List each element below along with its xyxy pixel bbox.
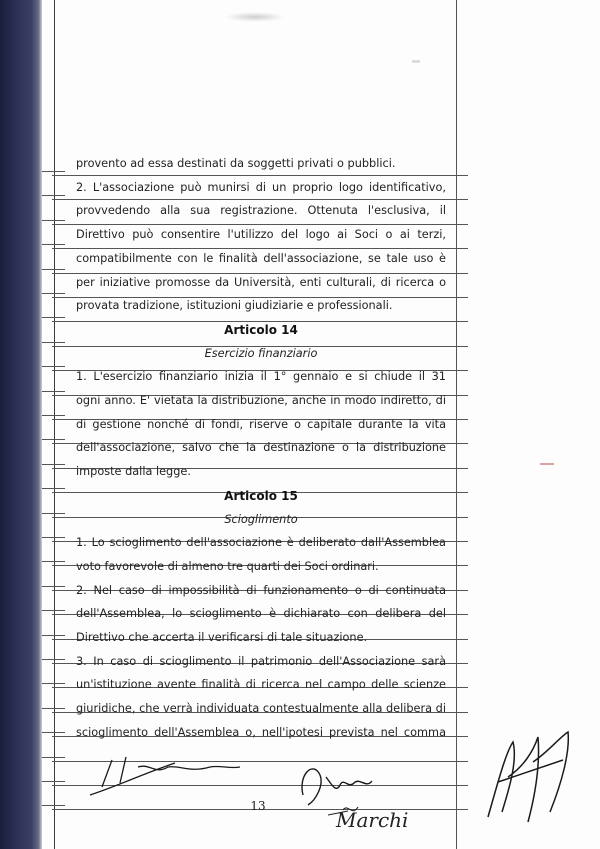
margin-tick bbox=[42, 635, 65, 636]
margin-tick bbox=[42, 659, 65, 660]
text-line: un'istituzione avente finalità di ricerca nel campo delle scienze bbox=[76, 678, 446, 691]
text-line: 1. L'esercizio finanziario inizia il 1° gennaio e si chiude il 31 bbox=[76, 370, 446, 383]
left-margin-line bbox=[54, 0, 55, 849]
signature-center-text: Marchi bbox=[336, 808, 409, 832]
text-line: 2. Nel caso di impossibilità di funzionamento o di continuata bbox=[76, 584, 446, 597]
ruled-line bbox=[52, 297, 468, 298]
margin-tick bbox=[42, 366, 65, 367]
ruled-line bbox=[52, 199, 468, 200]
right-margin-line bbox=[456, 0, 457, 849]
margin-tick bbox=[42, 781, 65, 782]
text-line: provvedendo alla sua registrazione. Ottenuta l'esclusiva, il bbox=[76, 204, 446, 217]
margin-tick bbox=[42, 342, 65, 343]
text-line: provento ad essa destinati da soggetti privati o pubblici. bbox=[76, 157, 396, 170]
text-line: dell'Assemblea, lo scioglimento è dichiarato con delibera del bbox=[76, 607, 446, 620]
margin-tick bbox=[42, 439, 65, 440]
scan-smudge bbox=[225, 12, 285, 22]
text-line: Direttivo può consentire l'utilizzo del logo ai Soci o ai terzi, bbox=[76, 228, 446, 241]
margin-tick bbox=[42, 708, 65, 709]
margin-tick bbox=[42, 415, 65, 416]
text-line: per iniziative promosse da Università, enti culturali, di ricerca o bbox=[76, 276, 446, 289]
text-line: voto favorevole di almeno tre quarti dei Soci ordinari. bbox=[76, 560, 379, 573]
article-subtitle: Esercizio finanziario bbox=[204, 347, 318, 360]
article-subtitle: Scioglimento bbox=[224, 513, 298, 526]
margin-tick bbox=[42, 561, 65, 562]
text-line: ogni anno. E' vietata la distribuzione, anche in modo indiretto, di bbox=[76, 394, 446, 407]
ruled-line bbox=[52, 175, 468, 176]
text-line: 2. L'associazione può munirsi di un proprio logo identificativo, bbox=[76, 181, 446, 194]
text-line: scioglimento dell'Assemblea o, nell'ipotesi prevista nel comma bbox=[76, 726, 446, 739]
margin-tick bbox=[42, 464, 65, 465]
margin-tick bbox=[42, 391, 65, 392]
text-line: di gestione nonché di fondi, riserve o capitale durante la vita bbox=[76, 418, 446, 431]
margin-tick bbox=[42, 732, 65, 733]
ruled-line bbox=[52, 224, 468, 225]
scan-speck bbox=[412, 60, 420, 63]
margin-tick bbox=[42, 269, 65, 270]
margin-tick bbox=[42, 220, 65, 221]
scan-speck bbox=[540, 463, 554, 465]
text-line: 1. Lo scioglimento dell'associazione è deliberato dall'Assemblea bbox=[76, 536, 446, 549]
text-line: provata tradizione, istituzioni giudiziarie e professionali. bbox=[76, 299, 393, 312]
margin-tick bbox=[42, 244, 65, 245]
ruled-line bbox=[52, 321, 468, 322]
article-heading: Articolo 14 bbox=[224, 323, 298, 337]
margin-tick bbox=[42, 757, 65, 758]
margin-tick bbox=[42, 293, 65, 294]
margin-tick bbox=[42, 195, 65, 196]
signature-right bbox=[478, 722, 588, 832]
margin-tick bbox=[42, 171, 65, 172]
margin-tick bbox=[42, 805, 65, 806]
signature-left bbox=[80, 745, 270, 805]
text-line: Direttivo che accerta il verificarsi di tale situazione. bbox=[76, 631, 368, 644]
text-line: compatibilmente con le finalità dell'associazione, se tale uso è bbox=[76, 252, 446, 265]
binding-spine bbox=[0, 0, 42, 849]
margin-tick bbox=[42, 488, 65, 489]
text-line: imposte dalla legge. bbox=[76, 465, 191, 478]
text-line: dell'associazione, salvo che la destinazione o la distribuzione bbox=[76, 441, 446, 454]
margin-tick bbox=[42, 317, 65, 318]
margin-tick bbox=[42, 683, 65, 684]
margin-tick bbox=[42, 610, 65, 611]
signature-center bbox=[288, 755, 438, 845]
ruled-line bbox=[52, 273, 468, 274]
article-heading: Articolo 15 bbox=[224, 489, 298, 503]
ruled-line bbox=[52, 248, 468, 249]
margin-tick bbox=[42, 537, 65, 538]
margin-tick bbox=[42, 513, 65, 514]
text-line: giuridiche, che verrà individuata contestualmente alla delibera di bbox=[76, 702, 446, 715]
page-number: 13 bbox=[250, 799, 266, 813]
text-line: 3. In caso di scioglimento il patrimonio dell'Associazione sarà bbox=[76, 655, 446, 668]
margin-tick bbox=[42, 586, 65, 587]
